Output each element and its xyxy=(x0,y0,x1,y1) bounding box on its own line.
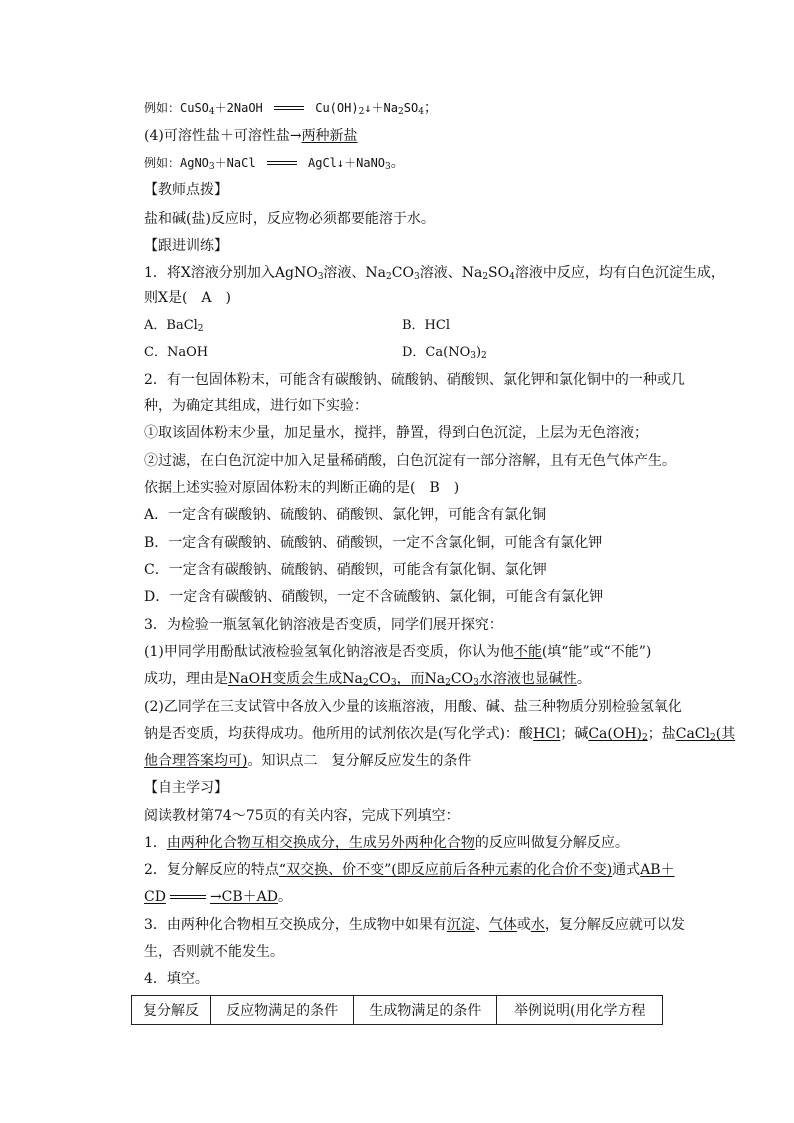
answer-blank xyxy=(588,726,647,742)
subscript: 3 xyxy=(385,162,391,172)
answer-blank: 他合理答案均可) xyxy=(144,753,248,769)
subscript: 3 xyxy=(208,162,215,172)
reading-instruction: 阅读教材第74～75页的有关内容，完成下列填空： xyxy=(144,808,460,824)
subscript: 2 xyxy=(358,107,365,117)
subscript: 2 xyxy=(386,272,392,282)
conditions-table xyxy=(131,995,663,1025)
subscript: 2 xyxy=(710,733,716,743)
text: ； xyxy=(423,100,438,116)
answer-blank: AB＋ xyxy=(640,862,675,878)
subscript: 3 xyxy=(413,272,420,282)
text: 钠是否变质，均获得成功。他所用的试剂依次是(写化学式)：酸 xyxy=(144,726,533,742)
experiment-step-1: ①取该固体粉末少量，加足量水，搅拌，静置，得到白色沉淀，上层为无色溶液； xyxy=(144,425,648,441)
subscript: 2 xyxy=(482,272,489,282)
fill-item-3 xyxy=(144,915,685,935)
text: D．Ca(NO xyxy=(402,345,471,360)
equals-sign-icon xyxy=(274,106,304,110)
answer-blank: 不能 xyxy=(513,644,542,660)
answer-blank: CD xyxy=(144,889,166,905)
text: CaCl xyxy=(675,726,710,742)
option-d: D．一定含有碳酸钠、硝酸钡，一定不含硫酸钠、氯化铜，可能含有氯化钾 xyxy=(144,589,604,605)
option-b: B．HCl xyxy=(402,318,450,333)
subscript: 2 xyxy=(362,678,369,688)
table-header-cell: 反应物满足的条件 xyxy=(211,996,354,1025)
question-1-stem-end: 则X是( A ) xyxy=(144,290,232,306)
tip-text: 盐和碱(盐)反应时，反应物必须都要能溶于水。 xyxy=(144,211,435,227)
subscript: 2 xyxy=(197,324,204,334)
text: ＋2NaOH xyxy=(214,101,270,115)
text: 溶液、Na xyxy=(419,265,483,281)
answer-blank xyxy=(676,726,735,742)
experiment-step-2: ②过滤，在白色沉淀中加入足量稀硝酸，白色沉淀有一部分溶解，且有无色气体产生。 xyxy=(144,453,676,469)
text: (4)可溶性盐＋可溶性盐→ xyxy=(144,128,302,144)
subscript: 3 xyxy=(470,351,476,361)
text: AgCl↓＋NaNO xyxy=(300,156,386,170)
question-2: 2．有一包固体粉末，可能含有碳酸钠、硫酸钠、硝酸钡、氯化钾和氯化铜中的一种或几 xyxy=(144,372,685,388)
rule-4 xyxy=(144,126,358,146)
question-2-ask: 依据上述实验对原固体粉末的判断正确的是( B ) xyxy=(144,480,460,496)
text: CO xyxy=(368,671,391,687)
text: CO xyxy=(391,265,414,281)
question-2-cont: 种，为确定其组成，进行如下实验： xyxy=(144,398,368,414)
text: ，复分解反应就可以发 xyxy=(544,917,685,933)
text: 例如：CuSO xyxy=(144,101,209,115)
text: (1)甲同学用酚酞试液检验氢氧化钠溶液是否变质，你认为他 xyxy=(144,644,514,660)
option-a xyxy=(144,316,204,336)
section-heading-practice: 【跟进训练】 xyxy=(144,238,228,254)
answer-blank: 水 xyxy=(530,917,545,933)
text: 水溶液也显碱性 xyxy=(478,671,577,687)
text: SO xyxy=(488,265,510,281)
text: NaOH变质会生成Na xyxy=(228,671,363,687)
fill-item-1 xyxy=(144,833,629,853)
text: 。知识点二 复分解反应发生的条件 xyxy=(247,753,472,769)
text: 例如：AgNO xyxy=(144,156,209,170)
text: 或 xyxy=(516,917,531,933)
text: ；碱 xyxy=(560,726,589,742)
text: 溶液、Na xyxy=(323,265,387,281)
text: 。 xyxy=(576,671,591,687)
subscript: 4 xyxy=(208,107,215,117)
fill-item-2 xyxy=(144,860,675,880)
text: 的反应叫做复分解反应。 xyxy=(474,835,629,851)
text: 溶液中反应，均有白色沉淀生成， xyxy=(514,265,725,281)
text: 。 xyxy=(278,889,293,905)
answer-blank xyxy=(228,671,577,687)
subscript: 3 xyxy=(473,678,479,688)
subscript: 3 xyxy=(390,678,397,688)
subscript: 2 xyxy=(445,678,451,688)
example-equation-2 xyxy=(144,153,405,173)
answer-blank: HCl xyxy=(532,726,561,742)
option-c: C．一定含有碳酸钠、硫酸钠、硝酸钡，可能含有氯化铜、氯化钾 xyxy=(144,562,547,578)
text: 通式 xyxy=(612,862,641,878)
text: (其 xyxy=(715,726,736,742)
text: CO xyxy=(450,671,474,687)
subscript: 4 xyxy=(418,107,424,117)
table-header-cell: 举例说明(用化学方程 xyxy=(497,996,663,1025)
example-equation-1 xyxy=(144,98,438,118)
table-header-cell: 生成物满足的条件 xyxy=(354,996,497,1025)
text: 、 xyxy=(474,917,489,933)
option-c: C．NaOH xyxy=(144,345,209,360)
text: ＋NaCl xyxy=(214,156,263,170)
text: 成功，理由是 xyxy=(144,671,228,687)
text: 2．复分解反应的特点 xyxy=(144,862,279,878)
text: 。 xyxy=(390,155,405,171)
option-a: A．一定含有碳酸钠、硫酸钠、硝酸钡、氯化钾，可能含有氯化铜 xyxy=(144,507,547,523)
text: 1． xyxy=(144,835,167,851)
text: 3．由两种化合物相互交换成分，生成物中如果有 xyxy=(144,917,447,933)
subscript: 3 xyxy=(317,272,324,282)
equals-sign-icon xyxy=(267,161,297,165)
equals-sign-icon xyxy=(170,895,206,899)
question-3-end xyxy=(144,751,471,771)
section-heading-teacher-tips: 【教师点拨】 xyxy=(144,182,228,198)
text: (填“能”或“不能”) xyxy=(541,644,652,660)
fill-item-4: 4．填空。 xyxy=(144,971,209,987)
option-d xyxy=(402,343,487,363)
table-header-row xyxy=(132,996,663,1025)
question-3-part-2: (2)乙同学在三支试管中各放入少量的该瓶溶液，用酸、碱、盐三种物质分别检验氢氧化 xyxy=(144,699,682,715)
answer-blank: 气体 xyxy=(488,917,517,933)
answer-blank: 沉淀 xyxy=(446,917,475,933)
subscript: 2 xyxy=(642,733,648,743)
question-3-reagents xyxy=(144,724,735,744)
table-header-cell: 复分解反 xyxy=(132,996,211,1025)
question-3-part-1 xyxy=(144,642,651,662)
text: Ca(OH) xyxy=(588,726,643,742)
question-3-reason xyxy=(144,669,591,689)
question-1 xyxy=(144,263,725,283)
answer-blank: 由两种化合物互相交换成分，生成另外两种化合物 xyxy=(166,835,475,851)
text: ，而Na xyxy=(396,671,446,687)
answer-blank: “双交换、价不变”(即反应前后各种元素的化合价不变) xyxy=(278,862,613,878)
text: SO xyxy=(403,101,419,115)
subscript: 2 xyxy=(398,107,404,117)
fill-item-3-cont: 生，否则就不能发生。 xyxy=(144,944,284,960)
question-3: 3．为检验一瓶氢氧化钠溶液是否变质，同学们展开探究： xyxy=(144,617,503,633)
text: ；盐 xyxy=(647,726,676,742)
text: A．BaCl xyxy=(144,318,198,333)
text: 1．将X溶液分别加入AgNO xyxy=(144,265,318,281)
subscript: 4 xyxy=(509,272,515,282)
text: Cu(OH) xyxy=(308,101,359,115)
subscript: 2 xyxy=(481,351,487,361)
answer-blank: 两种新盐 xyxy=(301,128,358,144)
text: ) xyxy=(475,345,482,360)
section-heading-self-study: 【自主学习】 xyxy=(144,780,228,796)
answer-blank: →CB＋AD xyxy=(209,889,279,905)
fill-item-2-cont xyxy=(144,887,292,907)
text: ↓＋Na xyxy=(364,101,398,115)
option-b: B．一定含有碳酸钠、硫酸钠、硝酸钡，一定不含氯化铜，可能含有氯化钾 xyxy=(144,535,603,551)
